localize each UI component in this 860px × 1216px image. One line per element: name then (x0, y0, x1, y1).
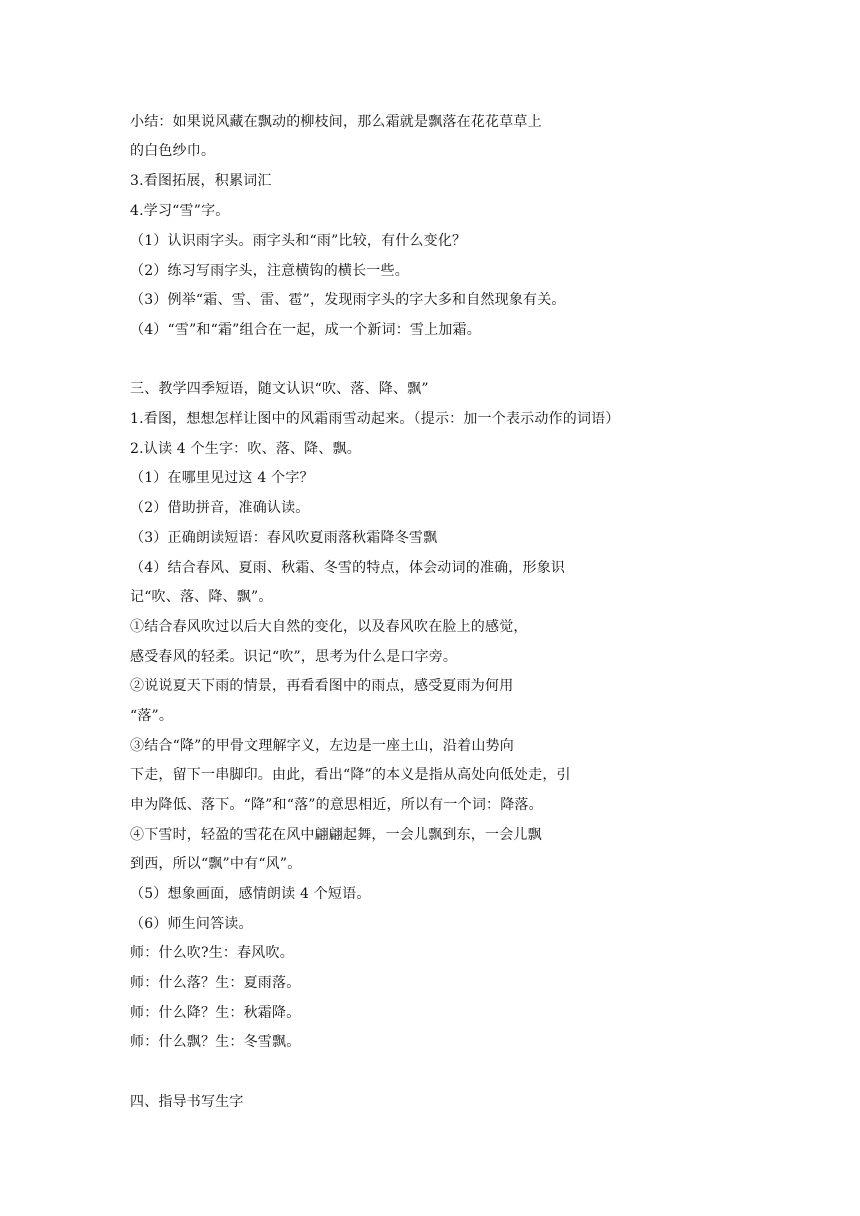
summary-line-2: 的白色纱巾。 (130, 143, 216, 159)
step-4-item-4: （4）“雪”和“霜”组合在一起，成一个新词：雪上加霜。 (130, 322, 481, 338)
section-3-step-1: 1.看图，想想怎样让图中的风霜雨雪动起来。（提示：加一个表示动作的词语） (130, 411, 620, 427)
section-3-step-2: 2.认读 4 个生字：吹、落、降、飘。 (130, 441, 361, 457)
point-1-line-1: ①结合春风吹过以后大自然的变化，以及春风吹在脸上的感觉， (130, 619, 528, 635)
point-1-line-2: 感受春风的轻柔。识记“吹”，思考为什么是口字旁。 (130, 649, 458, 665)
point-2-line-1: ②说说夏天下雨的情景，再看看图中的雨点，感受夏雨为何用 (130, 678, 514, 694)
section-3-item-6: （6）师生问答读。 (130, 916, 253, 932)
dialogue-line-4: 师：什么飘？生：冬雪飘。 (130, 1034, 301, 1050)
point-2-line-2: “落”。 (130, 708, 174, 724)
point-4-line-1: ④下雪时，轻盈的雪花在风中翩翩起舞，一会儿飘到东，一会儿飘 (130, 827, 542, 843)
dialogue-line-1: 师：什么吹?生：春风吹。 (130, 945, 294, 961)
step-4-heading: 4.学习“雪”字。 (130, 203, 230, 219)
section-4-heading: 四、指导书写生字 (130, 1094, 244, 1110)
section-3-heading: 三、教学四季短语，随文认识“吹、落、降、飘” (130, 381, 429, 397)
section-3-item-4-line-2: 记“吹、落、降、飘”。 (130, 589, 273, 605)
section-3-item-1: （1）在哪里见过这 4 个字？ (130, 470, 314, 486)
step-4-item-2: （2）练习写雨字头，注意横钩的横长一些。 (130, 263, 409, 279)
point-3-line-1: ③结合“降”的甲骨文理解字义，左边是一座土山，沿着山势向 (130, 738, 514, 754)
section-3-item-4-line-1: （4）结合春风、夏雨、秋霜、冬雪的特点，体会动词的准确，形象识 (130, 560, 566, 576)
section-3-item-5: （5）想象画面，感情朗读 4 个短语。 (130, 886, 371, 902)
point-3-line-3: 申为降低、落下。“降”和“落”的意思相近，所以有一个词：降落。 (130, 797, 543, 813)
step-4-item-3: （3）例举“霜、雪、雷、雹”，发现雨字头的字大多和自然现象有关。 (130, 292, 566, 308)
point-4-line-2: 到西，所以“飘”中有“风”。 (130, 856, 302, 872)
dialogue-line-2: 师：什么落？生：夏雨落。 (130, 975, 301, 991)
dialogue-line-3: 师：什么降？生：秋霜降。 (130, 1005, 301, 1021)
step-4-item-1: （1）认识雨字头。雨字头和“雨”比较，有什么变化？ (130, 233, 467, 249)
step-3-heading: 3.看图拓展，积累词汇 (130, 173, 272, 189)
section-3-item-2: （2）借助拼音，准确认读。 (130, 500, 310, 516)
point-3-line-2: 下走，留下一串脚印。由此，看出“降”的本义是指从高处向低处走，引 (130, 767, 571, 783)
summary-line-1: 小结：如果说风藏在飘动的柳枝间，那么霜就是飘落在花花草草上 (130, 114, 542, 130)
section-3-item-3: （3）正确朗读短语：春风吹夏雨落秋霜降冬雪飘 (130, 530, 438, 546)
